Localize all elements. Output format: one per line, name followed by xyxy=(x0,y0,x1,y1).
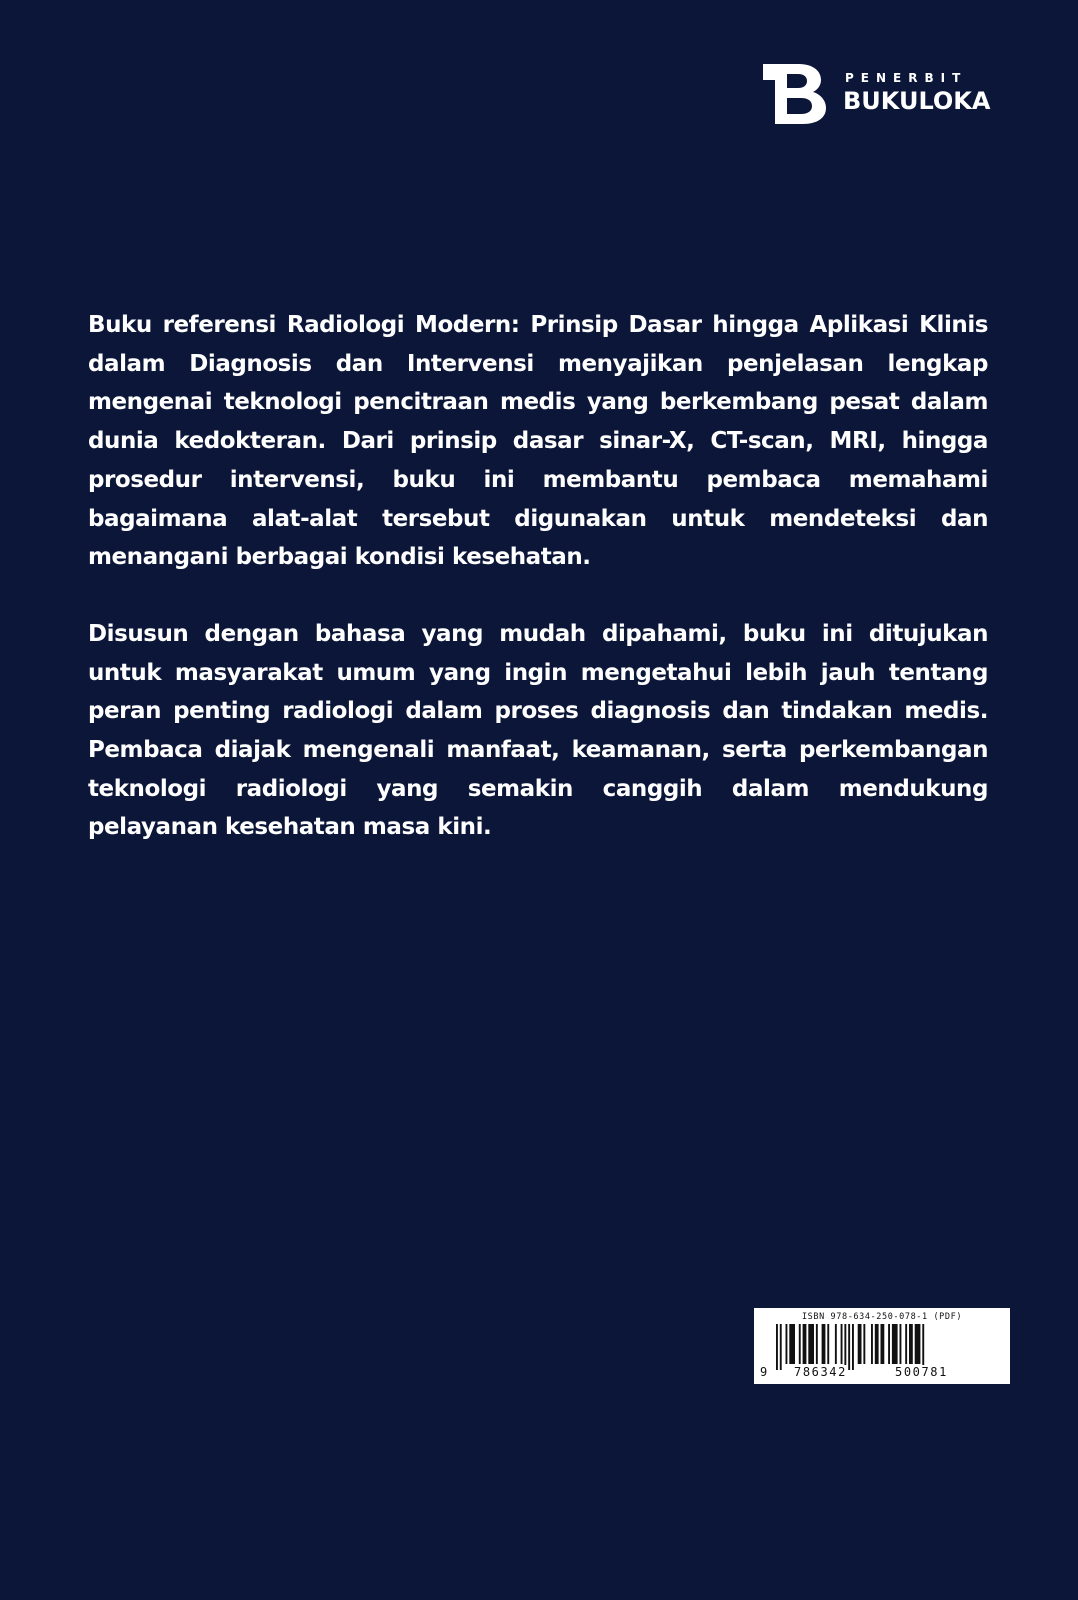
barcode-bar xyxy=(835,1324,837,1364)
barcode-bar xyxy=(871,1324,873,1364)
barcode-bar xyxy=(852,1324,854,1370)
barcode-bar xyxy=(863,1324,865,1364)
isbn-digits-right: 500781 xyxy=(895,1365,948,1379)
synopsis xyxy=(88,306,988,885)
publisher-logo xyxy=(763,64,991,124)
isbn-digits-left: 786342 xyxy=(794,1365,847,1379)
barcode-bar xyxy=(789,1324,795,1364)
barcode-bar xyxy=(915,1324,921,1364)
barcode-bar xyxy=(803,1324,807,1364)
barcode-bar xyxy=(892,1324,898,1364)
barcode-bar xyxy=(881,1324,885,1364)
barcode-bar xyxy=(822,1324,826,1364)
barcode-bar xyxy=(900,1324,902,1364)
barcode-bar xyxy=(875,1324,879,1364)
barcode-bar xyxy=(786,1324,788,1364)
barcode-bar xyxy=(858,1324,862,1364)
barcode-icon xyxy=(770,1324,1000,1370)
synopsis-paragraph-1: Buku referensi Radiologi Modern: Prinsip Dasar hingga Aplikasi Klinis dalam Diagnosis dan Intervensi menyajikan penjelasan lengkap mengenai teknologi pencitraan medis yang berkembang pesat dalam dunia kedokteran. Dari prinsip dasar sinar-X, CT-scan, MRI, hingga prosedur intervensi, buku ini membantu pembaca memahami bagaimana alat-alat tersebut digunakan untuk mendeteksi dan menangani berbagai kondisi kesehatan. xyxy=(88,312,988,571)
barcode-bar xyxy=(808,1324,814,1364)
publisher-label-small: PENERBIT xyxy=(845,71,968,85)
barcode-bar xyxy=(844,1324,846,1370)
publisher-logo-mark xyxy=(763,64,827,124)
barcode-bar xyxy=(799,1324,801,1364)
barcode-bar xyxy=(888,1324,890,1364)
barcode-bar xyxy=(909,1324,913,1364)
barcode-bar xyxy=(780,1324,782,1370)
isbn-label: ISBN 978-634-250-078-1 (PDF) xyxy=(801,1312,963,1322)
barcode-bar xyxy=(841,1324,843,1364)
barcode-bar xyxy=(816,1324,818,1364)
isbn-barcode-box xyxy=(754,1308,1010,1384)
barcode-bar xyxy=(905,1324,907,1364)
synopsis-paragraph-2: Disusun dengan bahasa yang mudah dipahami, buku ini ditujukan untuk masyarakat umum yang ingin mengetahui lebih jauh tentang peran penting radiologi dalam proses diagnosis dan tindakan medis. Pembaca diajak mengenali manfaat, keamanan, serta perkembangan teknologi radiologi yang semakin canggih dalam mendukung pelayanan kesehatan masa kini. xyxy=(88,620,988,841)
publisher-name: BUKULOKA xyxy=(843,87,991,115)
barcode-bar xyxy=(922,1324,924,1370)
isbn-digit-first: 9 xyxy=(760,1365,768,1379)
barcode-bar xyxy=(776,1324,778,1370)
barcode-bar xyxy=(848,1324,850,1370)
barcode-bar xyxy=(827,1324,829,1364)
